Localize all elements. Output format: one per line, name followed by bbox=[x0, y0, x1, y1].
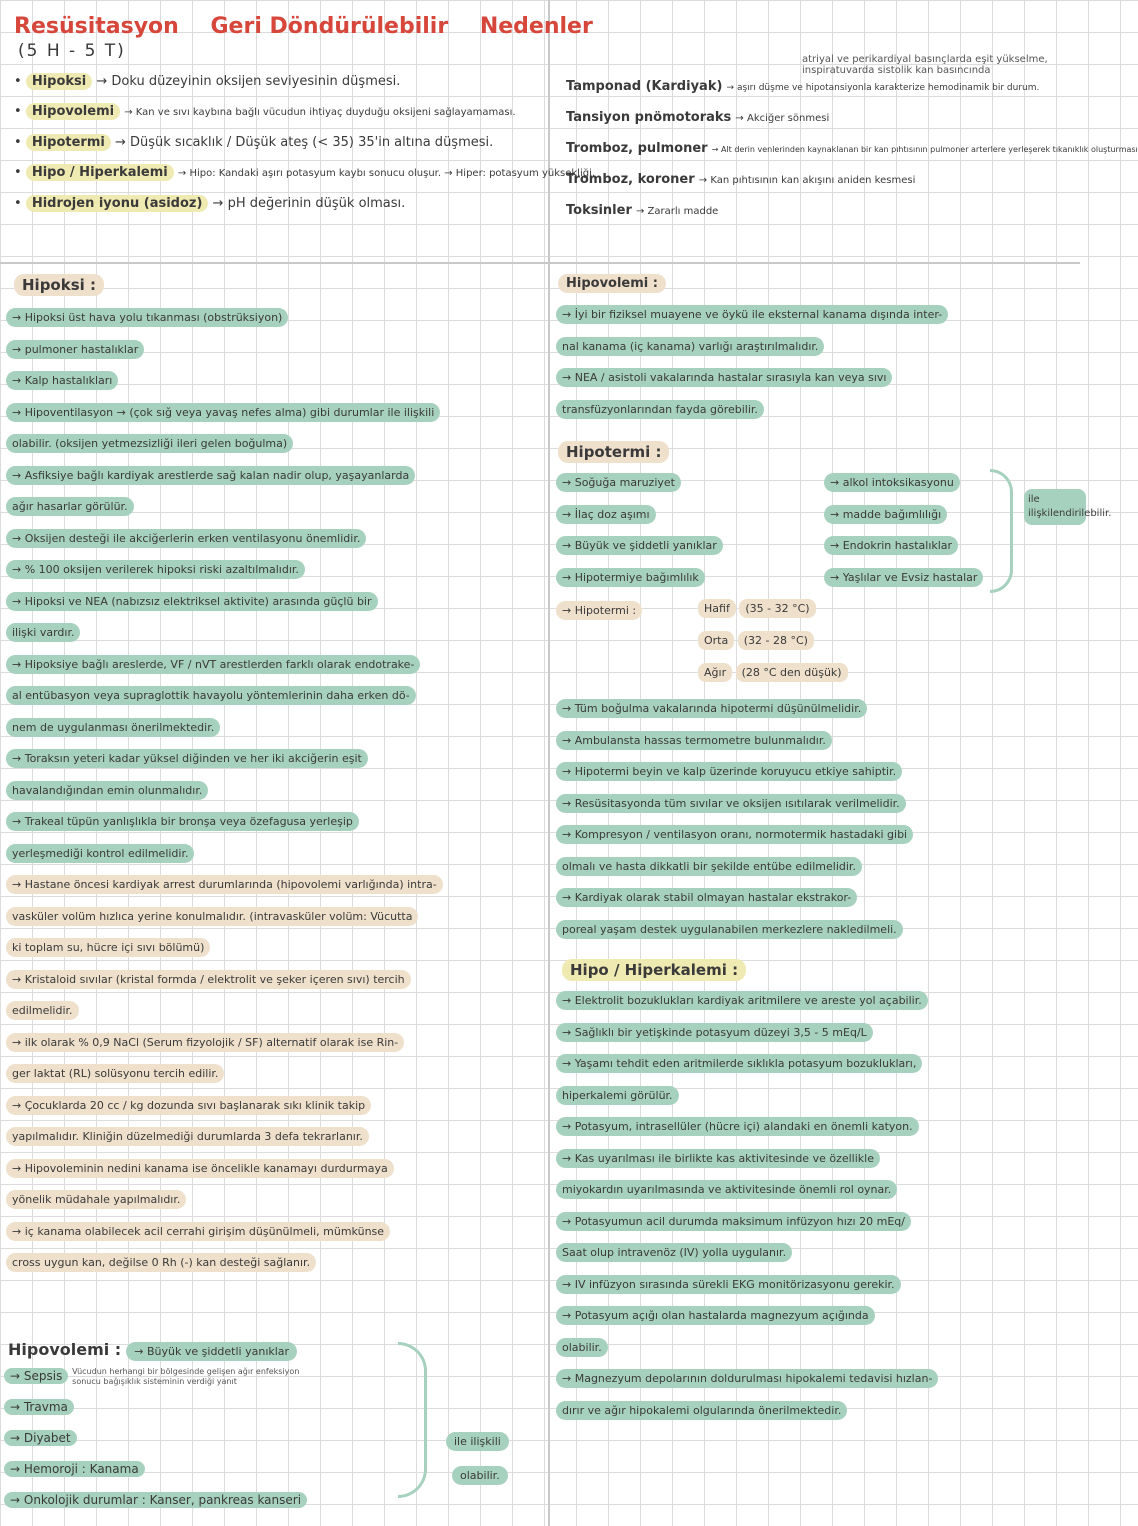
sepsis-note: Vücudun herhangi bir bölgesinde gelişen ağır enfeksiyon sonucu bağışıklık sisteminin verdiği yanıt bbox=[72, 1366, 300, 1386]
hipotermi-line: → Ambulansta hassas termometre bulunmalıdır. bbox=[552, 725, 1080, 757]
hipovolemi-line: nal kanama (iç kanama) varlığı araştırılmalıdır. bbox=[552, 331, 1080, 363]
kalemi-line: hiperkalemi görülür. bbox=[552, 1080, 1080, 1112]
cause-item: → Onkolojik durumlar : Kanser, pankreas kanseri bbox=[4, 1485, 548, 1516]
hipotermi-cause: → Soğuğa maruziyet bbox=[552, 467, 812, 499]
hipoksi-line: → % 100 oksijen verilerek hipoksi riski azaltılmalıdır. bbox=[0, 554, 548, 586]
fluid-line: vasküler volüm hızlıca yerine konulmalıdır. (intravasküler volüm: Vücutta bbox=[0, 901, 548, 933]
h-item: • Hipo / Hiperkalemi → Hipo: Kandaki aşırı potasyum kaybı sonucu oluşur. → Hiper: potasyum yüksekliği. bbox=[14, 165, 596, 180]
t-item: Toksinler → Zararlı madde bbox=[566, 203, 719, 218]
hipoksi-line: → Hipoksi üst hava yolu tıkanması (obstrüksiyon) bbox=[0, 302, 548, 334]
kalemi-line: → Yaşamı tehdit eden aritmilerde sıklıkla potasyum bozuklukları, bbox=[552, 1048, 1080, 1080]
kalemi-line: → Potasyum, intrasellüler (hücre içi) alandaki en önemli katyon. bbox=[552, 1111, 1080, 1143]
severity-label: → Hipotermi : bbox=[552, 595, 642, 627]
hipovolemi-causes-sub: → Büyük ve şiddetli yanıklar bbox=[126, 1342, 297, 1361]
center-divider bbox=[548, 0, 550, 1526]
kalemi-line: miyokardın uyarılmasında ve aktivitesinde önemli rol oynar. bbox=[552, 1174, 1080, 1206]
cause-item: → Hemoroji : Kanama bbox=[4, 1454, 548, 1485]
hipovolemi-causes-title: Hipovolemi : bbox=[8, 1340, 122, 1359]
hipovolemi-line: → İyi bir fiziksel muayene ve öykü ile eksternal kanama dışında inter- bbox=[552, 299, 1080, 331]
t-item: Tromboz, pulmoner → Alt derin venlerinden kaynaklanan bir kan pıhtısının pulmoner arterlere yerleşerek tıkanıklık oluşturması bbox=[566, 141, 1138, 156]
hipotermi-line: → Kompresyon / ventilasyon oranı, normotermik hastadaki gibi bbox=[552, 819, 1080, 851]
hipotermi-line: → Tüm boğulma vakalarında hipotermi düşünülmelidir. bbox=[552, 693, 1080, 725]
kalemi-title: Hipo / Hiperkalemi : bbox=[562, 959, 746, 981]
hipotermi-line: poreal yaşam destek uygulanabilen merkezlere nakledilmeli. bbox=[552, 914, 1080, 946]
hipotermi-cause: → Endokrin hastalıklar bbox=[820, 530, 1080, 562]
page-subtitle: (5 H - 5 T) bbox=[18, 41, 126, 61]
kalemi-line: olabilir. bbox=[552, 1332, 1080, 1364]
severity-row: Orta (32 - 28 °C) bbox=[698, 625, 848, 657]
hipovolemi-line: → NEA / asistoli vakalarında hastalar sırasıyla kan veya sıvı bbox=[552, 362, 1080, 394]
hipotermi-causes bbox=[552, 467, 1112, 593]
hipoksi-line: ağır hasarlar görülür. bbox=[0, 491, 548, 523]
h-item: • Hipotermi → Düşük sıcaklık / Düşük ateş (< 35) 35'in altına düşmesi. bbox=[14, 135, 494, 150]
fluid-line: → iç kanama olabilecek acil cerrahi girişim düşünülmeli, mümkünse bbox=[0, 1216, 548, 1248]
t-item: Tamponad (Kardiyak) → aşırı düşme ve hipotansiyonla karakterize hemodinamik bir durum. bbox=[566, 79, 1040, 94]
cause-item: → Diyabet bbox=[4, 1423, 548, 1454]
title-part-1: Resüsitasyon bbox=[14, 14, 179, 39]
hipotermi-brace bbox=[990, 469, 1013, 593]
h-causes-panel bbox=[0, 0, 596, 260]
fluid-line: yapılmalıdır. Kliniğin düzelmediği durumlarda 3 defa tekrarlanır. bbox=[0, 1121, 548, 1153]
hipotermi-cause: → alkol intoksikasyonu bbox=[820, 467, 1080, 499]
hipoksi-panel bbox=[0, 268, 548, 1328]
h-item: • Hipoksi → Doku düzeyinin oksijen seviyesinin düşmesi. bbox=[14, 74, 401, 89]
hipoksi-line: al entübasyon veya supraglottik havayolu yöntemlerinin daha erken dö- bbox=[0, 680, 548, 712]
fluid-line: → ilk olarak % 0,9 NaCl (Serum fizyolojik / SF) alternatif olarak ise Rin- bbox=[0, 1027, 548, 1059]
brace-label-2: olabilir. bbox=[452, 1466, 508, 1485]
fluid-line: → Hipovoleminin nedini kanama ise öncelikle kanamayı durdurmaya bbox=[0, 1153, 548, 1185]
tamponad-note: atriyal ve perikardiyal basınçlarda eşit yükselme, inspiratuvarda sistolik kan basıncında bbox=[802, 54, 1048, 76]
hipotermi-brace-label: ile ilişkilendirilebilir. bbox=[1024, 489, 1086, 525]
severity-table bbox=[698, 593, 848, 689]
kalemi-line: Saat olup intravenöz (IV) yolla uygulanır. bbox=[552, 1237, 1080, 1269]
hipotermi-cause: → İlaç doz aşımı bbox=[552, 499, 812, 531]
cause-item: → Sepsis Vücudun herhangi bir bölgesinde gelişen ağır enfeksiyon sonucu bağışıklık sisteminin verdiği yanıt bbox=[4, 1361, 548, 1392]
fluid-line: ki toplam su, hücre içi sıvı bölümü) bbox=[0, 932, 548, 964]
cause-item: → Travma bbox=[4, 1392, 548, 1423]
severity-row: Hafif (35 - 32 °C) bbox=[698, 593, 848, 625]
t-item: Tansiyon pnömotoraks → Akciğer sönmesi bbox=[566, 110, 830, 125]
hipoksi-line: → Trakeal tüpün yanlışlıkla bir bronşa veya özefagusa yerleşip bbox=[0, 806, 548, 838]
hipoksi-line: → Toraksın yeteri kadar yüksel diğinden ve her iki akciğerin eşit bbox=[0, 743, 548, 775]
t-causes-panel bbox=[552, 0, 1138, 260]
fluid-line: cross uygun kan, değilse 0 Rh (-) kan desteği sağlanır. bbox=[0, 1247, 548, 1279]
hipotermi-cause: → madde bağımlılığı bbox=[820, 499, 1080, 531]
hipotermi-cause: → Hipotermiye bağımlılık bbox=[552, 562, 812, 594]
kalemi-line: dırır ve ağır hipokalemi olgularında önerilmektedir. bbox=[552, 1395, 1080, 1427]
hipoksi-line: → Asfiksiye bağlı kardiyak arestlerde sağ kalan nadir olup, yaşayanlarda bbox=[0, 460, 548, 492]
fluid-line: → Kristaloid sıvılar (kristal formda / elektrolit ve şeker içeren sıvı) tercih bbox=[0, 964, 548, 996]
hipotermi-line: → Resüsitasyonda tüm sıvılar ve oksijen ısıtılarak verilmelidir. bbox=[552, 788, 1080, 820]
kalemi-line: → Magnezyum depolarının doldurulması hipokalemi tedavisi hızlan- bbox=[552, 1363, 1080, 1395]
hipoksi-line: yerleşmediği kontrol edilmelidir. bbox=[0, 838, 548, 870]
hipoksi-line: ilişki vardır. bbox=[0, 617, 548, 649]
hipoksi-line: → Hipoksi ve NEA (nabızsız elektriksel aktivite) arasında güçlü bir bbox=[0, 586, 548, 618]
hipoksi-line: → Hipoventilasyon → (çok sığ veya yavaş nefes alma) gibi durumlar ile ilişkili bbox=[0, 397, 548, 429]
hipoksi-line: → Hipoksiye bağlı areslerde, VF / nVT arestlerden farklı olarak endotrake- bbox=[0, 649, 548, 681]
kalemi-line: → Potasyumun acil durumda maksimum infüzyon hızı 20 mEq/ bbox=[552, 1206, 1080, 1238]
kalemi-line: → Sağlıklı bir yetişkinde potasyum düzeyi 3,5 - 5 mEq/L bbox=[552, 1017, 1080, 1049]
hipoksi-title: Hipoksi : bbox=[14, 274, 104, 296]
hipoksi-line: olabilir. (oksijen yetmezsizliği ileri gelen boğulma) bbox=[0, 428, 548, 460]
top-divider bbox=[0, 262, 1080, 264]
fluid-line: edilmelidir. bbox=[0, 995, 548, 1027]
hipoksi-line: → pulmoner hastalıklar bbox=[0, 334, 548, 366]
right-panel bbox=[552, 268, 1112, 1526]
fluid-line: yönelik müdahale yapılmalıdır. bbox=[0, 1184, 548, 1216]
hipovolemi-causes-header bbox=[8, 1340, 548, 1361]
hipovolemi-causes-panel bbox=[0, 1334, 548, 1526]
kalemi-line: → Kas uyarılması ile birlikte kas aktivitesinde ve özellikle bbox=[552, 1143, 1080, 1175]
kalemi-line: → Elektrolit bozuklukları kardiyak aritmilere ve areste yol açabilir. bbox=[552, 985, 1080, 1017]
hipotermi-title: Hipotermi : bbox=[558, 441, 669, 463]
title-part-3: Nedenler bbox=[479, 14, 593, 39]
hipotermi-causes-right bbox=[812, 467, 1080, 593]
hipotermi-line: olmalı ve hasta dikkatli bir şekilde entübe edilmelidir. bbox=[552, 851, 1080, 883]
brace-label-1: ile ilişkili bbox=[446, 1432, 509, 1451]
hipotermi-line: → Kardiyak olarak stabil olmayan hastalar ekstrakor- bbox=[552, 882, 1080, 914]
kalemi-line: → IV infüzyon sırasında sürekli EKG monitörizasyonu gerekir. bbox=[552, 1269, 1080, 1301]
title-part-2: Geri Döndürülebilir bbox=[210, 14, 449, 39]
hipotermi-line: → Hipotermi beyin ve kalp üzerinde koruyucu etkiye sahiptir. bbox=[552, 756, 1080, 788]
kalemi-line: → Potasyum açığı olan hastalarda magnezyum açığında bbox=[552, 1300, 1080, 1332]
page-title bbox=[14, 14, 593, 39]
fluid-line: ger laktat (RL) solüsyonu tercih edilir. bbox=[0, 1058, 548, 1090]
hipoksi-line: nem de uygulanması önerilmektedir. bbox=[0, 712, 548, 744]
hipotermi-severity-block bbox=[552, 593, 1080, 693]
h-item: • Hidrojen iyonu (asidoz) → pH değerinin düşük olması. bbox=[14, 196, 406, 211]
h-item: • Hipovolemi → Kan ve sıvı kaybına bağlı vücudun ihtiyaç duyduğu oksijeni sağlayamaması. bbox=[14, 104, 516, 119]
hipotermi-causes-left bbox=[552, 467, 812, 593]
hipotermi-cause: → Büyük ve şiddetli yanıklar bbox=[552, 530, 812, 562]
hipovolemi-brace bbox=[398, 1342, 427, 1498]
hipoksi-line: havalandığından emin olunmalıdır. bbox=[0, 775, 548, 807]
hipoksi-line: → Kalp hastalıkları bbox=[0, 365, 548, 397]
hipotermi-cause: → Yaşlılar ve Evsiz hastalar bbox=[820, 562, 1080, 594]
fluid-line: → Çocuklarda 20 cc / kg dozunda sıvı başlanarak sıkı klinik takip bbox=[0, 1090, 548, 1122]
hipovolemi-title: Hipovolemi : bbox=[558, 274, 666, 293]
severity-row: Ağır (28 °C den düşük) bbox=[698, 657, 848, 689]
t-item: Tromboz, koroner → Kan pıhtısının kan akışını aniden kesmesi bbox=[566, 172, 916, 187]
fluid-line: → Hastane öncesi kardiyak arrest durumlarında (hipovolemi varlığında) intra- bbox=[0, 869, 548, 901]
hipoksi-line: → Oksijen desteği ile akciğerlerin erken ventilasyonu önemlidir. bbox=[0, 523, 548, 555]
hipovolemi-line: transfüzyonlarından fayda görebilir. bbox=[552, 394, 1080, 426]
